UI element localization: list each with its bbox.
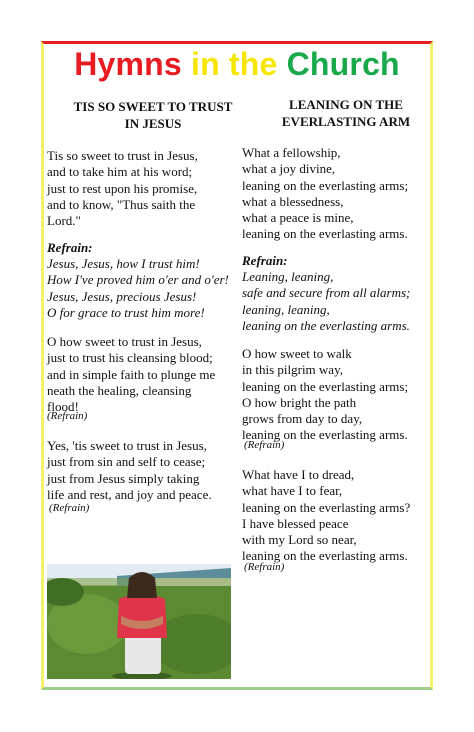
right-stanza-1: What a fellowship, what a joy divine, leaning on the everlasting arms; what a blessedness, what a peace is mine, leaning on the everlasting arms.: [242, 145, 409, 242]
left-heading-line1: TIS SO SWEET TO TRUST: [73, 99, 233, 114]
right-refrain-label: Refrain:: [242, 253, 288, 268]
left-hymn-heading: [50, 98, 256, 132]
title-word-hymns: Hymns: [74, 46, 182, 82]
right-hymn-heading: [244, 96, 448, 130]
right-heading-line2: EVERLASTING ARM: [281, 114, 411, 129]
left-refrain-ref-2: (Refrain): [49, 502, 90, 514]
left-stanza-3: Yes, 'tis sweet to trust in Jesus, just from sin and self to cease; just from Jesus simply taking life and rest, and joy and peace.: [47, 438, 212, 502]
right-refrain-ref-1: (Refrain): [244, 439, 285, 451]
right-stanza-2: O how sweet to walk in this pilgrim way, leaning on the everlasting arms; O how bright the path grows from day to day, leaning on the everlasting arms.: [242, 346, 409, 443]
singer-photo: [47, 564, 231, 679]
singer-photo-art: [47, 564, 231, 679]
left-refrain-label: Refrain:: [47, 240, 93, 255]
right-refrain-ref-2: (Refrain): [244, 561, 285, 573]
left-heading-line2: IN JESUS: [124, 116, 182, 131]
left-stanza-2: O how sweet to trust in Jesus, just to trust his cleansing blood; and in simple faith to plunge me neath the healing, cleansing flood!: [47, 334, 216, 415]
right-heading-line1: LEANING ON THE: [289, 97, 403, 112]
right-stanza-3: What have I to dread, what have I to fear, leaning on the everlasting arms? I have blessed peace with my Lord so near, leaning on the everlasting arms.: [242, 467, 411, 564]
title-word-church: Church: [286, 46, 400, 82]
left-refrain-ref-1: (Refrain): [47, 410, 88, 422]
left-refrain-text: Jesus, Jesus, how I trust him! How I've proved him o'er and o'er! Jesus, Jesus, precious Jesus! O for grace to trust him more!: [47, 256, 229, 320]
right-refrain-text: Leaning, leaning, safe and secure from all alarms; leaning, leaning, leaning on the everlasting arms.: [242, 269, 411, 333]
page-title: [44, 44, 430, 84]
title-word-in-the: in the: [190, 46, 278, 82]
left-stanza-1: Tis so sweet to trust in Jesus, and to take him at his word; just to rest upon his promise, and to know, "Thus saith the Lord.": [47, 148, 198, 229]
